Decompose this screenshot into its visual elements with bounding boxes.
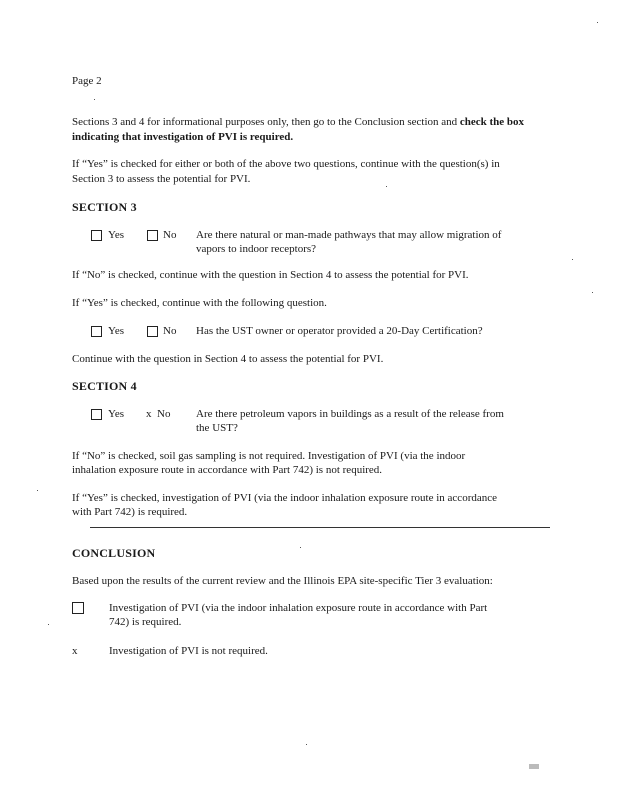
section3-q2-no-label: No [163,325,177,337]
section3-q1-no-checkbox[interactable] [147,230,158,241]
section4-if-no-line1: If “No” is checked, soil gas sampling is not required. Investigation of PVI (via the indoor [72,450,466,462]
section-divider [90,527,550,528]
scan-speck [386,186,387,187]
section3-if-no: If “No” is checked, continue with the question in Section 4 to assess the potential for PVI. [72,269,469,281]
conclusion-option2-mark[interactable]: x [72,645,78,657]
section4-q1-yes-label: Yes [108,408,125,420]
section3-q2-yes-checkbox[interactable] [91,326,102,337]
scan-speck [94,99,95,100]
section3-q2-no-checkbox[interactable] [147,326,158,337]
section4-heading: SECTION 4 [72,379,137,393]
section3-q1-text-line1: Are there natural or man-made pathways that may allow migration of [196,229,502,241]
intro-paragraph [72,115,552,145]
section3-q2-text: Has the UST owner or operator provided a 20-Day Certification? [196,325,483,337]
conclusion-option1-line1: Investigation of PVI (via the indoor inhalation exposure route in accordance with Part [109,602,488,614]
section4-if-yes-line2: with Part 742) is required. [72,506,188,518]
scan-speck [48,624,49,625]
scan-speck [306,744,307,745]
conclusion-intro: Based upon the results of the current review and the Illinois EPA site-specific Tier 3 evaluation: [72,575,493,587]
scan-speck [37,490,38,491]
section3-continue: Continue with the question in Section 4 to assess the potential for PVI. [72,353,384,365]
section4-q1-text-line1: Are there petroleum vapors in buildings as a result of the release from [196,408,504,420]
scan-speck [572,259,573,260]
scan-speck [300,547,301,548]
section4-if-no-line2: inhalation exposure route in accordance with Part 742) is not required. [72,464,383,476]
conclusion-option1-line2: 742) is required. [109,616,182,628]
scan-smudge [529,764,539,769]
section4-q1-text-line2: the UST? [196,422,238,434]
conclusion-option2-text: Investigation of PVI is not required. [109,645,268,657]
section3-if-yes: If “Yes” is checked, continue with the following question. [72,297,327,309]
section4-q1-no-label: No [157,408,171,420]
scan-speck [597,22,598,23]
instruction-yes-line1: If “Yes” is checked for either or both of the above two questions, continue with the question(s) in [72,158,500,170]
section3-q1-text-line2: vapors to indoor receptors? [196,243,317,255]
intro-text: Sections 3 and 4 for informational purposes only, then go to the Conclusion section and [72,116,458,128]
section3-q1-no-label: No [163,229,177,241]
section4-if-yes-line1: If “Yes” is checked, investigation of PVI (via the indoor inhalation exposure route in accordance [72,492,497,504]
section3-heading: SECTION 3 [72,200,137,214]
intro-bold-text: check the box indicating that investigation of PVI is required. [72,116,525,143]
section4-q1-no-mark[interactable]: x [146,408,152,420]
page-number: Page 2 [72,75,102,87]
conclusion-heading: CONCLUSION [72,546,156,560]
section4-q1-yes-checkbox[interactable] [91,409,102,420]
conclusion-option1-checkbox[interactable] [72,602,84,614]
section3-q1-yes-checkbox[interactable] [91,230,102,241]
scan-speck [592,292,593,293]
instruction-yes-line2: Section 3 to assess the potential for PVI. [72,173,251,185]
section3-q1-yes-label: Yes [108,229,125,241]
section3-q2-yes-label: Yes [108,325,125,337]
